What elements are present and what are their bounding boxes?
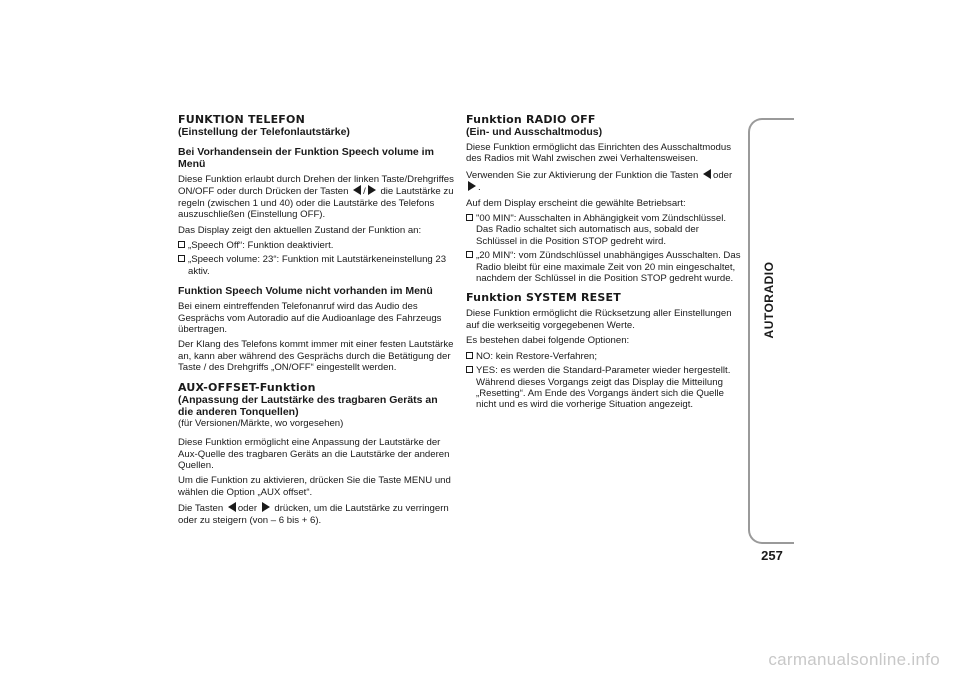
list-item (178, 254, 454, 277)
arrow-right-icon (368, 185, 376, 195)
subheading-aux-offset: (Anpassung der Lautstärke des tragbaren Geräts an die anderen Tonquellen) (178, 393, 438, 418)
arrow-right-icon (262, 502, 270, 512)
arrow-right-icon (468, 181, 476, 191)
chapter-label (754, 240, 784, 360)
list-item-text: "00 MIN": Ausschalten in Abhängigkeit vom Zündschlüssel. Das Radio schaltet sich automatisch aus, sobald der Schlüssel in die Position STOP gedreht wird. (476, 213, 726, 247)
paragraph-text: drücken, um die Lautstärke zu verringern oder zu steigern (von – 6 bis + 6). (178, 503, 449, 526)
watermark: carmanualsonline.info (768, 650, 940, 669)
heading-radio-off: Funktion RADIO OFF (466, 113, 596, 126)
paragraph-call-audio: Bei einem eintreffenden Telefonanruf wird das Audio des Gesprächs vom Autoradio auf die Audioanlage des Fahrzeugs übertragen. (178, 301, 442, 336)
heading-speech-volume-missing: Funktion Speech Volume nicht vorhanden im Menü (178, 285, 433, 298)
page-number: 257 (761, 548, 783, 563)
paragraph-speech-volume (178, 174, 454, 221)
checkbox-bullet-icon (466, 214, 473, 221)
paragraph-phone-sound: Der Klang des Telefons kommt immer mit einer festen Lautstärke an, kann aber während des Gesprächs durch die Betätigung der Taste / des Drehgriffs „ON/OFF“ eingestellt werden. (178, 339, 454, 374)
separator: / (363, 186, 366, 198)
paragraph-text: Verwenden Sie zur Aktivierung der Funktion die Tasten (466, 169, 699, 181)
paragraph-display-state: Das Display zeigt den aktuellen Zustand der Funktion an: (178, 224, 422, 236)
checkbox-bullet-icon (466, 352, 473, 359)
right-column (466, 114, 742, 415)
paragraph-text: die Lautstärke zu regeln (zwischen 1 und 40) oder die Lautstärke des Telefons auszuschließen (Einstellung OFF). (178, 186, 454, 221)
arrow-left-icon (228, 502, 236, 512)
heading-system-reset: Funktion SYSTEM RESET (466, 291, 621, 305)
paragraph-radio-off: Diese Funktion ermöglicht das Einrichten des Ausschaltmodus des Radios mit Wahl zwischen zwei Verhaltensweisen. (466, 142, 732, 165)
chapter-label-text: AUTORADIO (762, 261, 776, 339)
paragraph-aux-description: Diese Funktion ermöglicht eine Anpassung der Lautstärke der Aux-Quelle des tragbaren Geräts an die Lautstärke der anderen Quellen. (178, 437, 450, 471)
paragraph-display-mode: Auf dem Display erscheint die gewählte Betriebsart: (466, 197, 686, 209)
paragraph-text: . (478, 182, 481, 194)
paragraph-text: oder (713, 169, 733, 181)
checkbox-bullet-icon (178, 241, 185, 248)
subheading-radio-off: (Ein- und Ausschaltmodus) (466, 126, 603, 138)
arrow-left-icon (703, 169, 711, 179)
arrow-left-icon (353, 185, 361, 195)
list-item-text: „20 MIN“: vom Zündschlüssel unabhängiges Ausschalten. Das Radio bleibt für eine maximale Zeit von 20 min eingeschaltet, nachdem der Schlüssel in die Position STOP gedreht wurde. (476, 250, 741, 285)
heading-funktion-telefon: FUNKTION TELEFON (178, 113, 305, 126)
list-item (466, 365, 742, 411)
checkbox-bullet-icon (178, 255, 185, 262)
bullet-list-reset (466, 351, 742, 411)
heading-speech-volume: Bei Vorhandensein der Funktion Speech volume im Menü (178, 146, 434, 170)
heading-aux-offset: AUX-OFFSET-Funktion (178, 380, 316, 394)
list-item-text: NO: kein Restore-Verfahren; (476, 350, 598, 362)
checkbox-bullet-icon (466, 251, 473, 258)
list-item-text: YES: es werden die Standard-Parameter wieder hergestellt. Während dieses Vorgangs zeigt das Display die Mitteilung „Resetting“. Am Ende des Vorgangs ändert sich die Quelle nicht und es wird die vorherige Situation angezeigt. (476, 365, 731, 411)
bullet-list-radio-off (466, 213, 742, 284)
subheading-telefonlautstaerke: (Einstellung der Telefonlautstärke) (178, 126, 350, 138)
list-item (466, 250, 742, 284)
paragraph-text: Diese Funktion erlaubt durch Drehen der linken Taste/Drehgriffes ON/OFF oder durch Drücken der Tasten (178, 174, 454, 198)
paragraph-system-reset: Diese Funktion ermöglicht die Rücksetzung aller Einstellungen auf die werkseitig vorgegebenen Werte. (466, 308, 732, 331)
list-item (178, 240, 454, 251)
paragraph-text: oder (237, 503, 258, 515)
list-item-text: „Speech volume: 23“: Funktion mit Lautstärkeneinstellung 23 aktiv. (188, 254, 447, 277)
paragraph-aux-activate: Um die Funktion zu aktivieren, drücken Sie die Taste MENU und wählen die Option „AUX offset“. (178, 475, 451, 498)
checkbox-bullet-icon (466, 366, 473, 373)
list-item (466, 213, 742, 247)
list-item-text: „Speech Off“: Funktion deaktiviert. (188, 240, 334, 252)
paragraph-radio-off-keys (466, 169, 742, 194)
left-column (178, 114, 454, 530)
bullet-list-speech (178, 240, 454, 277)
paragraph-text: Die Tasten (178, 503, 224, 515)
paragraph-aux-keys (178, 502, 454, 526)
paragraph-options: Es bestehen dabei folgende Optionen: (466, 335, 630, 347)
note-versions: (für Versionen/Märkte, wo vorgesehen) (178, 417, 344, 429)
list-item (466, 351, 742, 362)
